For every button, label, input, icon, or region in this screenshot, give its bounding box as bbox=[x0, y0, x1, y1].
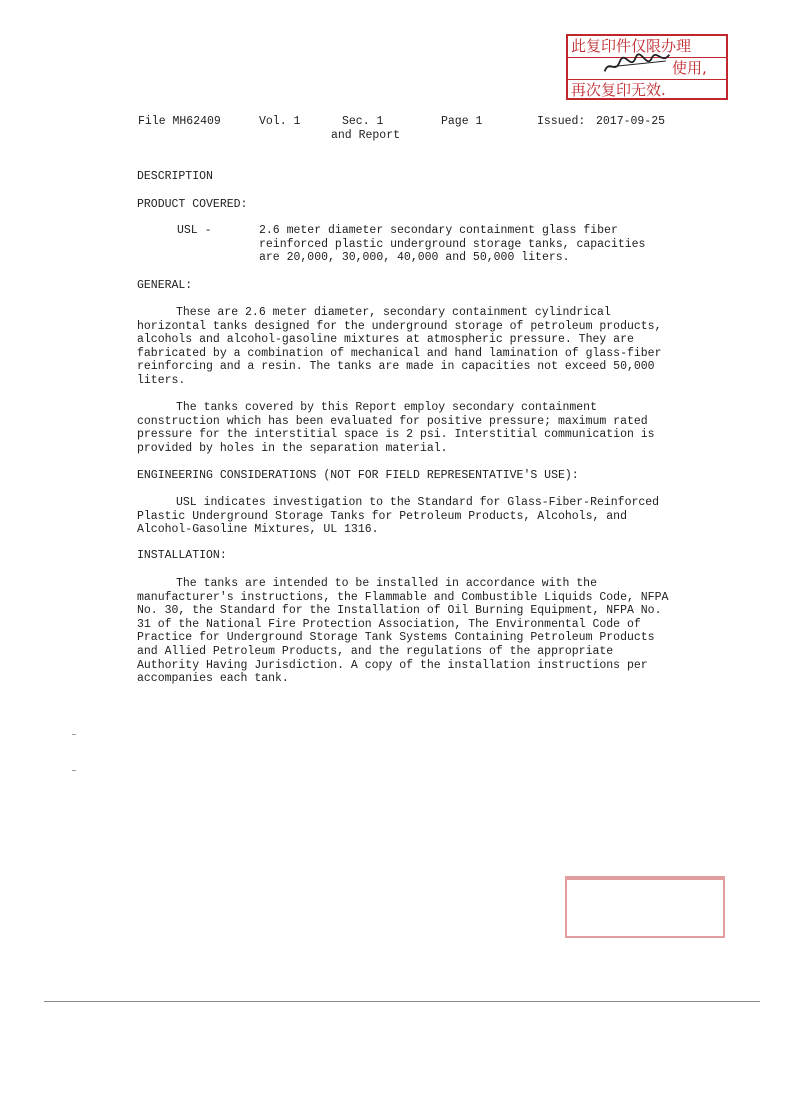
stamp-line-3: 再次复印无效. bbox=[568, 79, 726, 101]
header-file: File MH62409 bbox=[138, 115, 221, 128]
general-paragraph-1: These are 2.6 meter diameter, secondary containment cylindrical horizontal tanks designed for the underground storage of petroleum products, alcohols and alcohol-gasoline mixtures at atmospheric pressure. They are fabricated by a combination of mechanical and hand lamination of glass-fiber reinforcing and a resin. The tanks are made in capacities not exceed 50,000 liters. bbox=[137, 306, 662, 387]
header-issued-date: 2017-09-25 bbox=[596, 115, 666, 128]
margin-mark bbox=[72, 734, 76, 735]
installation-heading: INSTALLATION: bbox=[137, 549, 227, 562]
header-page: Page 1 bbox=[441, 115, 483, 128]
general-paragraph-2: The tanks covered by this Report employ secondary containment construction which has been evaluated for positive pressure; maximum rated pressure for the interstitial space is 2 psi. Interstitial communication is provided by holes in the separation material. bbox=[137, 401, 655, 455]
installation-paragraph: The tanks are intended to be installed in accordance with the manufacturer's instructions, the Flammable and Combustible Liquids Code, NFPA No. 30, the Standard for the Installation of Oil Burning Equipment, NFPA No. 31 of the National Fire Protection Association, The Environmental Code of Practice for Underground Storage Tank Systems Containing Petroleum Products and Allied Petroleum Products, and the regulations of the appropriate Authority Having Jurisdiction. A copy of the installation instructions per accompanies each tank. bbox=[137, 577, 669, 686]
stamp-line-2-suffix: 使用, bbox=[672, 59, 707, 77]
bleed-through-stamp bbox=[565, 876, 725, 938]
header-sec: Sec. 1 bbox=[342, 115, 384, 128]
engineering-paragraph: USL indicates investigation to the Standard for Glass-Fiber-Reinforced Plastic Underground Storage Tanks for Petroleum Products, Alcohols, and Alcohol-Gasoline Mixtures, UL 1316. bbox=[137, 496, 660, 537]
margin-mark bbox=[72, 770, 76, 771]
page-bottom-rule bbox=[44, 1001, 760, 1002]
product-covered-heading: PRODUCT COVERED: bbox=[137, 198, 248, 211]
usl-label: USL - bbox=[177, 224, 212, 237]
description-heading: DESCRIPTION bbox=[137, 170, 213, 183]
header-sec-sub: and Report bbox=[331, 129, 401, 142]
usl-text: 2.6 meter diameter secondary containment glass fiber reinforced plastic underground storage tanks, capacities are 20,000, 30,000, 40,000 and 50,000 liters. bbox=[259, 224, 646, 265]
bleed-stamp-line-3 bbox=[567, 879, 723, 880]
stamp-line-1: 此复印件仅限办理 bbox=[571, 37, 692, 55]
engineering-heading: ENGINEERING CONSIDERATIONS (NOT FOR FIELD REPRESENTATIVE'S USE): bbox=[137, 469, 579, 482]
header-issued-label: Issued: bbox=[537, 115, 586, 128]
header-vol: Vol. 1 bbox=[259, 115, 301, 128]
general-heading: GENERAL: bbox=[137, 279, 193, 292]
